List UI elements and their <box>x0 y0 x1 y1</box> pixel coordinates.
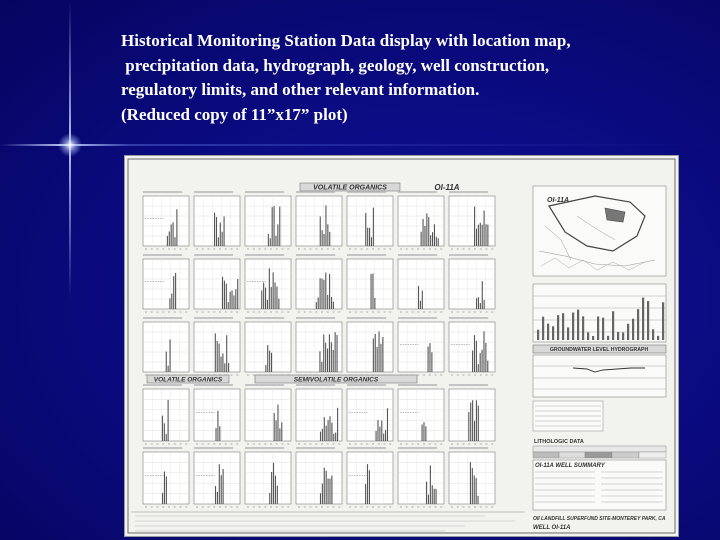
caption-line-2: precipitation data, hydrograph, geology, well construction, <box>121 55 550 75</box>
chart-thumbnail <box>296 318 342 375</box>
chart-thumbnail <box>347 255 393 312</box>
chart-thumbnail <box>347 318 393 375</box>
chart-thumbnail <box>296 255 342 312</box>
lens-flare-horizontal <box>0 144 720 146</box>
lithologic-title: LITHOLOGIC DATA <box>534 439 584 445</box>
caption-line-4: (Reduced copy of 11”x17” plot) <box>121 104 348 124</box>
chart-thumbnail <box>347 385 393 444</box>
chart-thumbnail <box>194 192 240 249</box>
chart-thumbnail <box>143 192 189 249</box>
chart-thumbnail <box>449 385 495 444</box>
caption-line-3: regulatory limits, and other relevant information. <box>121 80 480 99</box>
chart-thumbnail <box>398 448 444 507</box>
caption-line-1: Historical Monitoring Station Data display with location map, <box>121 31 571 50</box>
chart-thumbnail <box>143 318 189 375</box>
chart-thumbnail <box>245 385 291 444</box>
chart-thumbnail <box>296 385 342 444</box>
semivolatile-header-text: SEMIVOLATILE ORGANICS <box>293 376 379 384</box>
chart-thumbnail <box>347 448 393 507</box>
chart-thumbnail <box>347 192 393 249</box>
chart-thumbnail <box>449 192 495 249</box>
plot-footer <box>131 512 666 531</box>
chart-thumbnail <box>194 385 240 444</box>
chart-thumbnail <box>194 318 240 375</box>
station-id-header: OI-11A <box>434 183 460 192</box>
volatile-lower-header-text: VOLATILE ORGANICS <box>153 376 223 384</box>
chart-thumbnail <box>398 385 444 444</box>
chart-thumbnail <box>296 192 342 249</box>
chart-thumbnail <box>143 255 189 312</box>
monitoring-plot-image <box>125 156 678 536</box>
chart-thumbnail <box>245 318 291 375</box>
chart-thumbnail <box>245 255 291 312</box>
chart-grid <box>143 192 495 507</box>
chart-thumbnail <box>143 385 189 444</box>
hydrograph-title: GROUNDWATER LEVEL HYDROGRAPH <box>549 347 649 353</box>
volatile-header-text: VOLATILE ORGANICS <box>313 184 387 192</box>
chart-thumbnail <box>245 192 291 249</box>
chart-thumbnail <box>398 255 444 312</box>
chart-thumbnail <box>398 192 444 249</box>
chart-thumbnail <box>398 318 444 375</box>
slide-caption <box>121 29 701 127</box>
chart-thumbnail <box>245 448 291 507</box>
well-summary-panel <box>533 460 666 510</box>
lithologic-panel <box>533 439 666 458</box>
chart-thumbnail <box>449 448 495 507</box>
location-map <box>533 186 666 276</box>
lens-flare-glow <box>58 133 82 157</box>
chart-thumbnail <box>143 448 189 507</box>
chart-thumbnail <box>194 448 240 507</box>
monitoring-plot-svg <box>125 156 678 536</box>
legend-table <box>533 401 603 431</box>
footer-well: WELL OI-11A <box>533 525 571 531</box>
well-summary-title: OI-11A WELL SUMMARY <box>535 463 605 469</box>
chart-thumbnail <box>449 318 495 375</box>
chart-thumbnail <box>194 255 240 312</box>
chart-thumbnail <box>296 448 342 507</box>
precipitation-hydrograph-panel <box>533 284 666 397</box>
chart-thumbnail <box>449 255 495 312</box>
map-station-label: OI-11A <box>547 197 570 204</box>
footer-site-title: OII LANDFILL SUPERFUND SITE-MONTEREY PARK, CA <box>533 516 666 522</box>
